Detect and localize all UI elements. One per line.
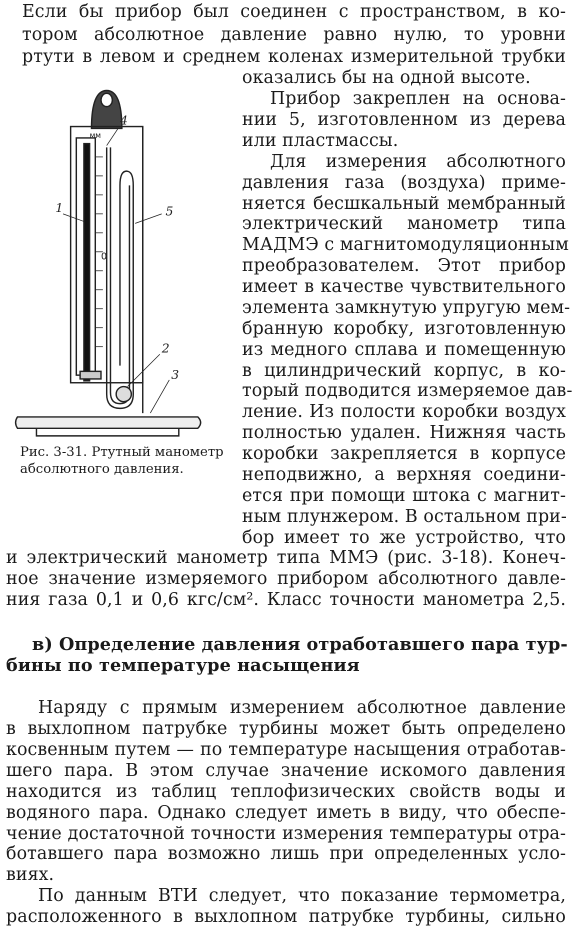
- text-line: водяного пара. Однако следует иметь в виду, что обеспе-: [6, 802, 566, 823]
- text-line: Прибор закреплен на основа-: [270, 89, 566, 110]
- text-line: чение достаточной точности измерения температуры отра-: [6, 823, 566, 844]
- text-line: торый подводится измеряемое дав-: [242, 381, 573, 402]
- label-2: 2: [161, 341, 170, 356]
- scale-zero: 0: [100, 251, 108, 263]
- text-line: электрический манометр типа: [242, 214, 566, 235]
- text-line: имеет в качестве чувствительного: [242, 277, 566, 298]
- text-line: Наряду с прямым измерением абсолютное давление: [38, 698, 566, 719]
- manometer-drawing: [8, 81, 219, 446]
- figure-caption: Рис. 3-31. Ртутный манометр абсолютного давления.: [20, 445, 224, 478]
- text-line: виях.: [6, 865, 55, 886]
- text-line: полностью удален. Нижняя часть: [242, 423, 566, 444]
- text-line: неподвижно, а верхняя соедини-: [242, 464, 566, 485]
- text-line: преобразователем. Этот прибор: [242, 256, 566, 277]
- text-line: бор имеет то же устройство, что: [242, 527, 566, 548]
- text-line: бранную коробку, изготовленную: [242, 318, 566, 339]
- text-line: Если бы прибор был соединен с пространством, в ко-: [22, 1, 566, 22]
- manometer-figure: [8, 81, 219, 446]
- section-heading: в) Определение давления отработавшего пара тур-: [32, 633, 568, 655]
- scale-unit: мм: [89, 130, 102, 140]
- section-heading: бины по температуре насыщения: [6, 654, 360, 676]
- text-line: из медного сплава и помещенную: [242, 339, 566, 360]
- label-1: 1: [55, 200, 64, 215]
- text-line: косвенным путем — по температуре насыщения отработав-: [6, 740, 566, 761]
- text-line: ется при помощи штока с магнит-: [242, 485, 566, 506]
- text-line: элемента замкнутую упругую мем-: [242, 297, 571, 318]
- text-line: Для измерения абсолютного: [270, 151, 566, 172]
- text-line: ртути в левом и среднем коленах измерительной трубки: [22, 47, 566, 68]
- text-line: коробки закрепляется в корпусе: [242, 444, 566, 465]
- text-line: в выхлопном патрубке турбины может быть определено: [6, 719, 566, 740]
- label-3: 3: [171, 367, 180, 382]
- text-line: По данным ВТИ следует, что показание термометра,: [38, 886, 566, 907]
- label-5: 5: [165, 204, 174, 219]
- label-4: 4: [119, 113, 128, 128]
- text-line: расположенного в выхлопном патрубке турбины, сильно: [6, 907, 566, 928]
- text-line: ным плунжером. В остальном при-: [242, 506, 567, 527]
- text-line: шего пара. В этом случае значение искомого давления: [6, 760, 566, 781]
- text-line: нии 5, изготовленном из дерева: [242, 110, 566, 131]
- text-line: давления газа (воздуха) приме-: [242, 172, 566, 193]
- text-line: находится из таблиц теплофизических свойств воды и: [6, 781, 566, 802]
- text-line: тором абсолютное давление равно нулю, то уровни: [22, 24, 566, 45]
- text-line: ботавшего пара возможно лишь при определенных усло-: [6, 844, 566, 865]
- text-line: в цилиндрический корпус, в ко-: [242, 360, 566, 381]
- text-line: или пластмассы.: [242, 130, 399, 151]
- text-line: ное значение измеряемого прибором абсолютного давле-: [6, 569, 566, 590]
- text-line: ление. Из полости коробки воздух: [242, 402, 566, 423]
- text-line: ния газа 0,1 и 0,6 кгс/см². Класс точности манометра 2,5.: [6, 590, 566, 611]
- text-line: няется бесшкальный мембранный: [242, 193, 566, 214]
- text-line: и электрический манометр типа ММЭ (рис. 3-18). Конеч-: [6, 548, 566, 569]
- text-line: оказались бы на одной высоте.: [242, 68, 531, 89]
- text-line: МАДМЭ с магнитомодуляционным: [242, 235, 569, 256]
